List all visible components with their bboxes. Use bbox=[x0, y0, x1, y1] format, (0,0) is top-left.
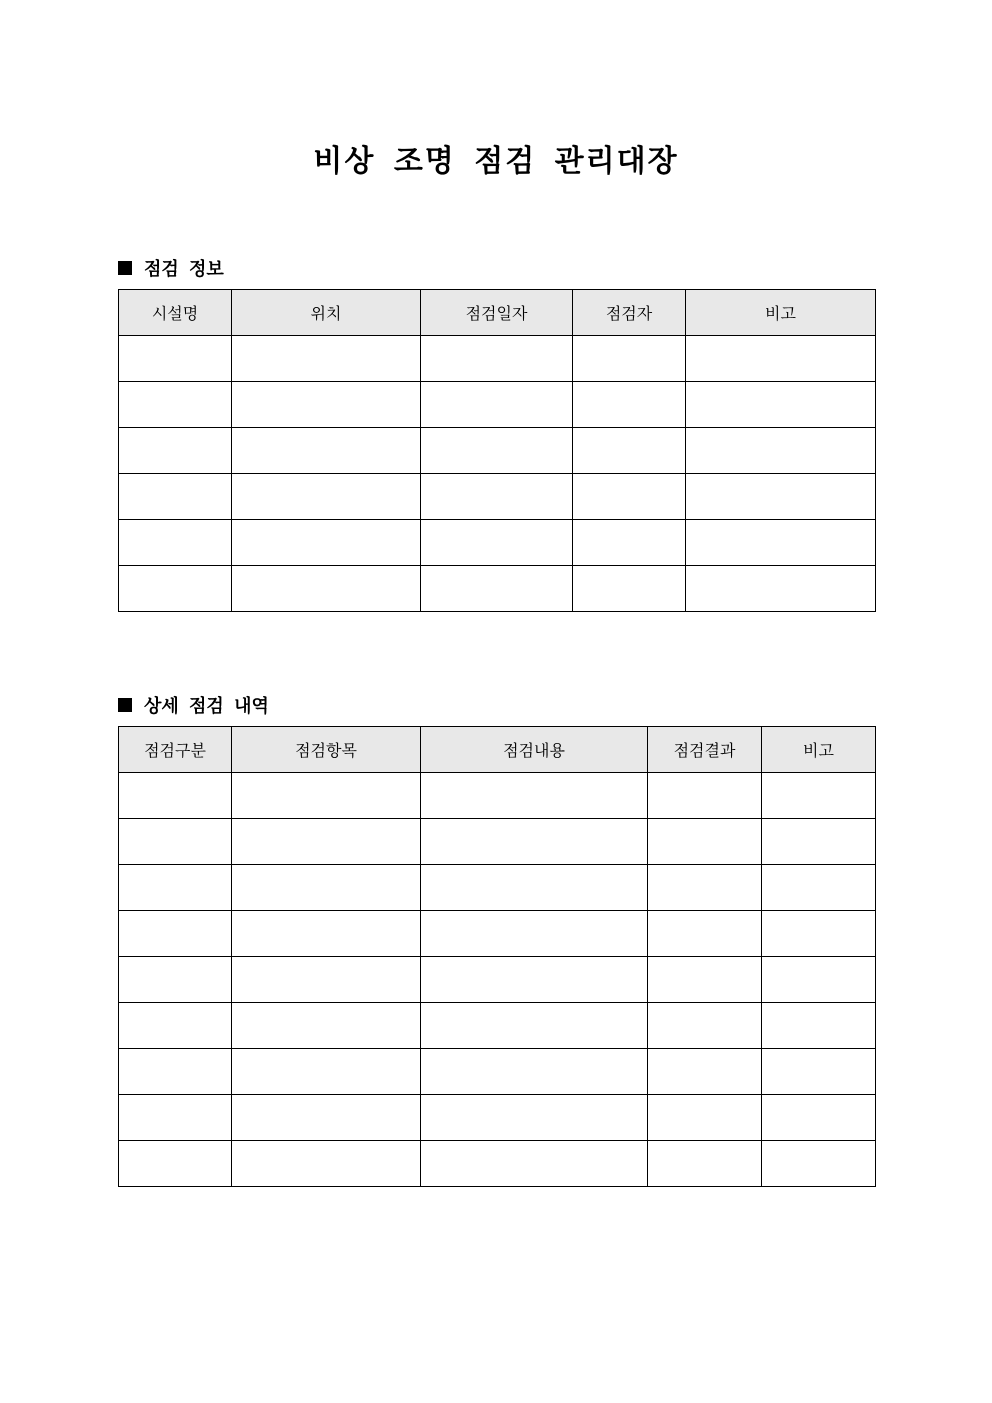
detailed-inspection-table bbox=[118, 726, 876, 1187]
table-cell[interactable] bbox=[421, 520, 573, 566]
section-heading-label: 상세 점검 내역 bbox=[144, 696, 269, 717]
table-cell[interactable] bbox=[762, 865, 876, 911]
table-cell[interactable] bbox=[119, 1049, 232, 1095]
table-cell[interactable] bbox=[421, 865, 648, 911]
table-cell[interactable] bbox=[762, 819, 876, 865]
table-cell[interactable] bbox=[648, 911, 762, 957]
table-cell[interactable] bbox=[232, 1095, 421, 1141]
table-cell[interactable] bbox=[686, 566, 876, 612]
table-cell[interactable] bbox=[573, 382, 686, 428]
column-header-remarks: 비고 bbox=[762, 727, 876, 773]
table-cell[interactable] bbox=[232, 957, 421, 1003]
table-cell[interactable] bbox=[421, 336, 573, 382]
table-cell[interactable] bbox=[119, 336, 232, 382]
table-cell[interactable] bbox=[421, 911, 648, 957]
table-cell[interactable] bbox=[421, 474, 573, 520]
table-cell[interactable] bbox=[232, 911, 421, 957]
table-cell[interactable] bbox=[648, 865, 762, 911]
inspection-info-table bbox=[118, 289, 876, 612]
column-header-remarks: 비고 bbox=[686, 290, 876, 336]
table-cell[interactable] bbox=[648, 773, 762, 819]
table-cell[interactable] bbox=[232, 336, 421, 382]
section-heading-inspection-info bbox=[118, 255, 224, 281]
table-cell[interactable] bbox=[232, 428, 421, 474]
table-row bbox=[119, 336, 876, 382]
table-cell[interactable] bbox=[421, 1141, 648, 1187]
table-row bbox=[119, 957, 876, 1003]
table-row bbox=[119, 428, 876, 474]
table-cell[interactable] bbox=[648, 1049, 762, 1095]
table-row bbox=[119, 566, 876, 612]
square-bullet-icon bbox=[118, 261, 132, 275]
table-cell[interactable] bbox=[648, 1141, 762, 1187]
table-cell[interactable] bbox=[119, 566, 232, 612]
table-cell[interactable] bbox=[573, 520, 686, 566]
table-row bbox=[119, 474, 876, 520]
table-cell[interactable] bbox=[119, 428, 232, 474]
table-cell[interactable] bbox=[421, 1049, 648, 1095]
table-cell[interactable] bbox=[573, 336, 686, 382]
table-cell[interactable] bbox=[421, 819, 648, 865]
table-cell[interactable] bbox=[648, 1003, 762, 1049]
table-cell[interactable] bbox=[762, 773, 876, 819]
document-title: 비상 조명 점검 관리대장 bbox=[313, 144, 679, 179]
table-cell[interactable] bbox=[119, 520, 232, 566]
table-cell[interactable] bbox=[686, 382, 876, 428]
table-cell[interactable] bbox=[232, 1049, 421, 1095]
table-cell[interactable] bbox=[573, 566, 686, 612]
table-cell[interactable] bbox=[573, 428, 686, 474]
table-row bbox=[119, 865, 876, 911]
table-cell[interactable] bbox=[232, 1003, 421, 1049]
table-cell[interactable] bbox=[762, 957, 876, 1003]
section-heading-detailed-inspection bbox=[118, 692, 269, 718]
column-header-location: 위치 bbox=[232, 290, 421, 336]
table-cell[interactable] bbox=[762, 911, 876, 957]
table-cell[interactable] bbox=[573, 474, 686, 520]
table-cell[interactable] bbox=[762, 1141, 876, 1187]
table-row bbox=[119, 1095, 876, 1141]
column-header-facility-name: 시설명 bbox=[119, 290, 232, 336]
table-cell[interactable] bbox=[119, 1003, 232, 1049]
table-cell[interactable] bbox=[119, 474, 232, 520]
table-row bbox=[119, 1141, 876, 1187]
table-cell[interactable] bbox=[762, 1095, 876, 1141]
table-cell[interactable] bbox=[421, 566, 573, 612]
table-cell[interactable] bbox=[686, 520, 876, 566]
table-cell[interactable] bbox=[232, 474, 421, 520]
table-cell[interactable] bbox=[686, 428, 876, 474]
table-row bbox=[119, 911, 876, 957]
table-cell[interactable] bbox=[232, 819, 421, 865]
table-header-row bbox=[119, 727, 876, 773]
table-cell[interactable] bbox=[421, 1003, 648, 1049]
table-cell[interactable] bbox=[119, 773, 232, 819]
table-row bbox=[119, 819, 876, 865]
table-cell[interactable] bbox=[232, 865, 421, 911]
table-cell[interactable] bbox=[119, 865, 232, 911]
square-bullet-icon bbox=[118, 698, 132, 712]
table-cell[interactable] bbox=[232, 1141, 421, 1187]
table-cell[interactable] bbox=[119, 819, 232, 865]
table-cell[interactable] bbox=[686, 336, 876, 382]
table-cell[interactable] bbox=[421, 957, 648, 1003]
table-cell[interactable] bbox=[421, 428, 573, 474]
table-cell[interactable] bbox=[648, 957, 762, 1003]
table-cell[interactable] bbox=[119, 1095, 232, 1141]
table-header-row bbox=[119, 290, 876, 336]
table-row bbox=[119, 520, 876, 566]
table-cell[interactable] bbox=[232, 566, 421, 612]
table-row bbox=[119, 1049, 876, 1095]
column-header-inspection-details: 점검내용 bbox=[421, 727, 648, 773]
table-cell[interactable] bbox=[421, 1095, 648, 1141]
table-cell[interactable] bbox=[421, 773, 648, 819]
section-heading-label: 점검 정보 bbox=[144, 259, 224, 280]
column-header-inspection-item: 점검항목 bbox=[232, 727, 421, 773]
column-header-inspection-category: 점검구분 bbox=[119, 727, 232, 773]
table-cell[interactable] bbox=[421, 382, 573, 428]
table-row bbox=[119, 1003, 876, 1049]
table-cell[interactable] bbox=[648, 1095, 762, 1141]
table-cell[interactable] bbox=[119, 957, 232, 1003]
table-cell[interactable] bbox=[686, 474, 876, 520]
table-cell[interactable] bbox=[648, 819, 762, 865]
table-cell[interactable] bbox=[762, 1003, 876, 1049]
table-cell[interactable] bbox=[232, 773, 421, 819]
column-header-inspection-date: 점검일자 bbox=[421, 290, 573, 336]
table-cell[interactable] bbox=[232, 382, 421, 428]
table-row bbox=[119, 773, 876, 819]
table-cell[interactable] bbox=[762, 1049, 876, 1095]
table-cell[interactable] bbox=[119, 382, 232, 428]
column-header-inspector: 점검자 bbox=[573, 290, 686, 336]
table-cell[interactable] bbox=[119, 1141, 232, 1187]
column-header-inspection-result: 점검결과 bbox=[648, 727, 762, 773]
table-cell[interactable] bbox=[232, 520, 421, 566]
table-row bbox=[119, 382, 876, 428]
table-cell[interactable] bbox=[119, 911, 232, 957]
